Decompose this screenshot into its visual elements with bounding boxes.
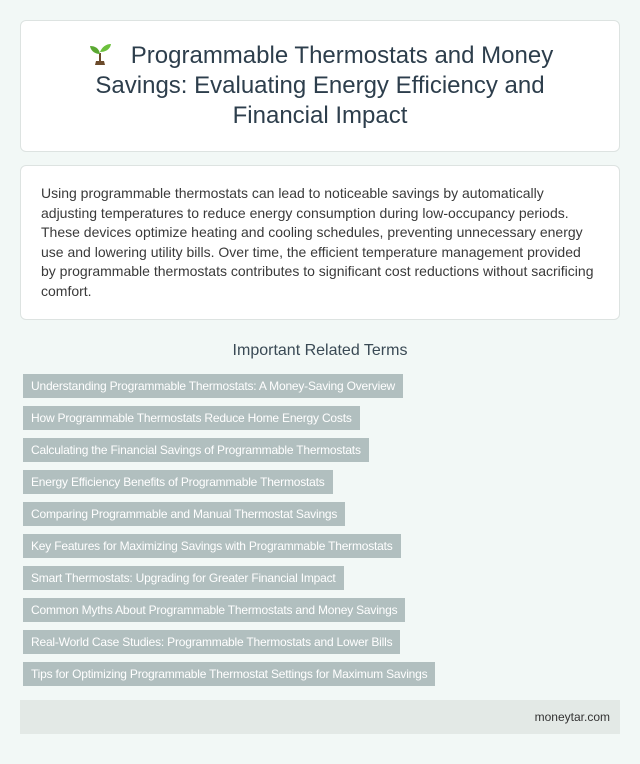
related-term-tag[interactable]: Comparing Programmable and Manual Thermostat Savings <box>23 502 345 526</box>
related-term-tag[interactable]: Calculating the Financial Savings of Programmable Thermostats <box>23 438 369 462</box>
related-term-tag[interactable]: Understanding Programmable Thermostats: A Money-Saving Overview <box>23 374 403 398</box>
related-term-tag[interactable]: How Programmable Thermostats Reduce Home Energy Costs <box>23 406 360 430</box>
related-term-tag[interactable]: Tips for Optimizing Programmable Thermostat Settings for Maximum Savings <box>23 662 435 686</box>
related-terms-heading: Important Related Terms <box>232 342 408 359</box>
footer <box>20 700 620 734</box>
summary-card <box>20 165 620 320</box>
page-title <box>45 41 595 131</box>
related-terms-list <box>23 374 623 694</box>
sprout-icon <box>87 42 113 66</box>
summary-text: Using programmable thermostats can lead to noticeable savings by automatically adjusting temperatures to reduce energy consumption during low-occupancy periods. These devices optimize heating and cooling schedules, preventing unnecessary energy use and lowering utility bills. Over time, the efficient temperature management provided by programmable thermostats contributes to significant cost reductions without sacrificing comfort. <box>41 185 594 299</box>
related-term-tag[interactable]: Real-World Case Studies: Programmable Thermostats and Lower Bills <box>23 630 400 654</box>
related-term-tag[interactable]: Smart Thermostats: Upgrading for Greater Financial Impact <box>23 566 344 590</box>
related-term-tag[interactable]: Energy Efficiency Benefits of Programmable Thermostats <box>23 470 333 494</box>
related-term-tag[interactable]: Common Myths About Programmable Thermostats and Money Savings <box>23 598 405 622</box>
related-term-tag[interactable]: Key Features for Maximizing Savings with Programmable Thermostats <box>23 534 401 558</box>
footer-site-link[interactable]: moneytar.com <box>534 710 610 724</box>
title-card <box>20 20 620 152</box>
page-title-text: Programmable Thermostats and Money Savings: Evaluating Energy Efficiency and Financial Impact <box>95 42 554 129</box>
